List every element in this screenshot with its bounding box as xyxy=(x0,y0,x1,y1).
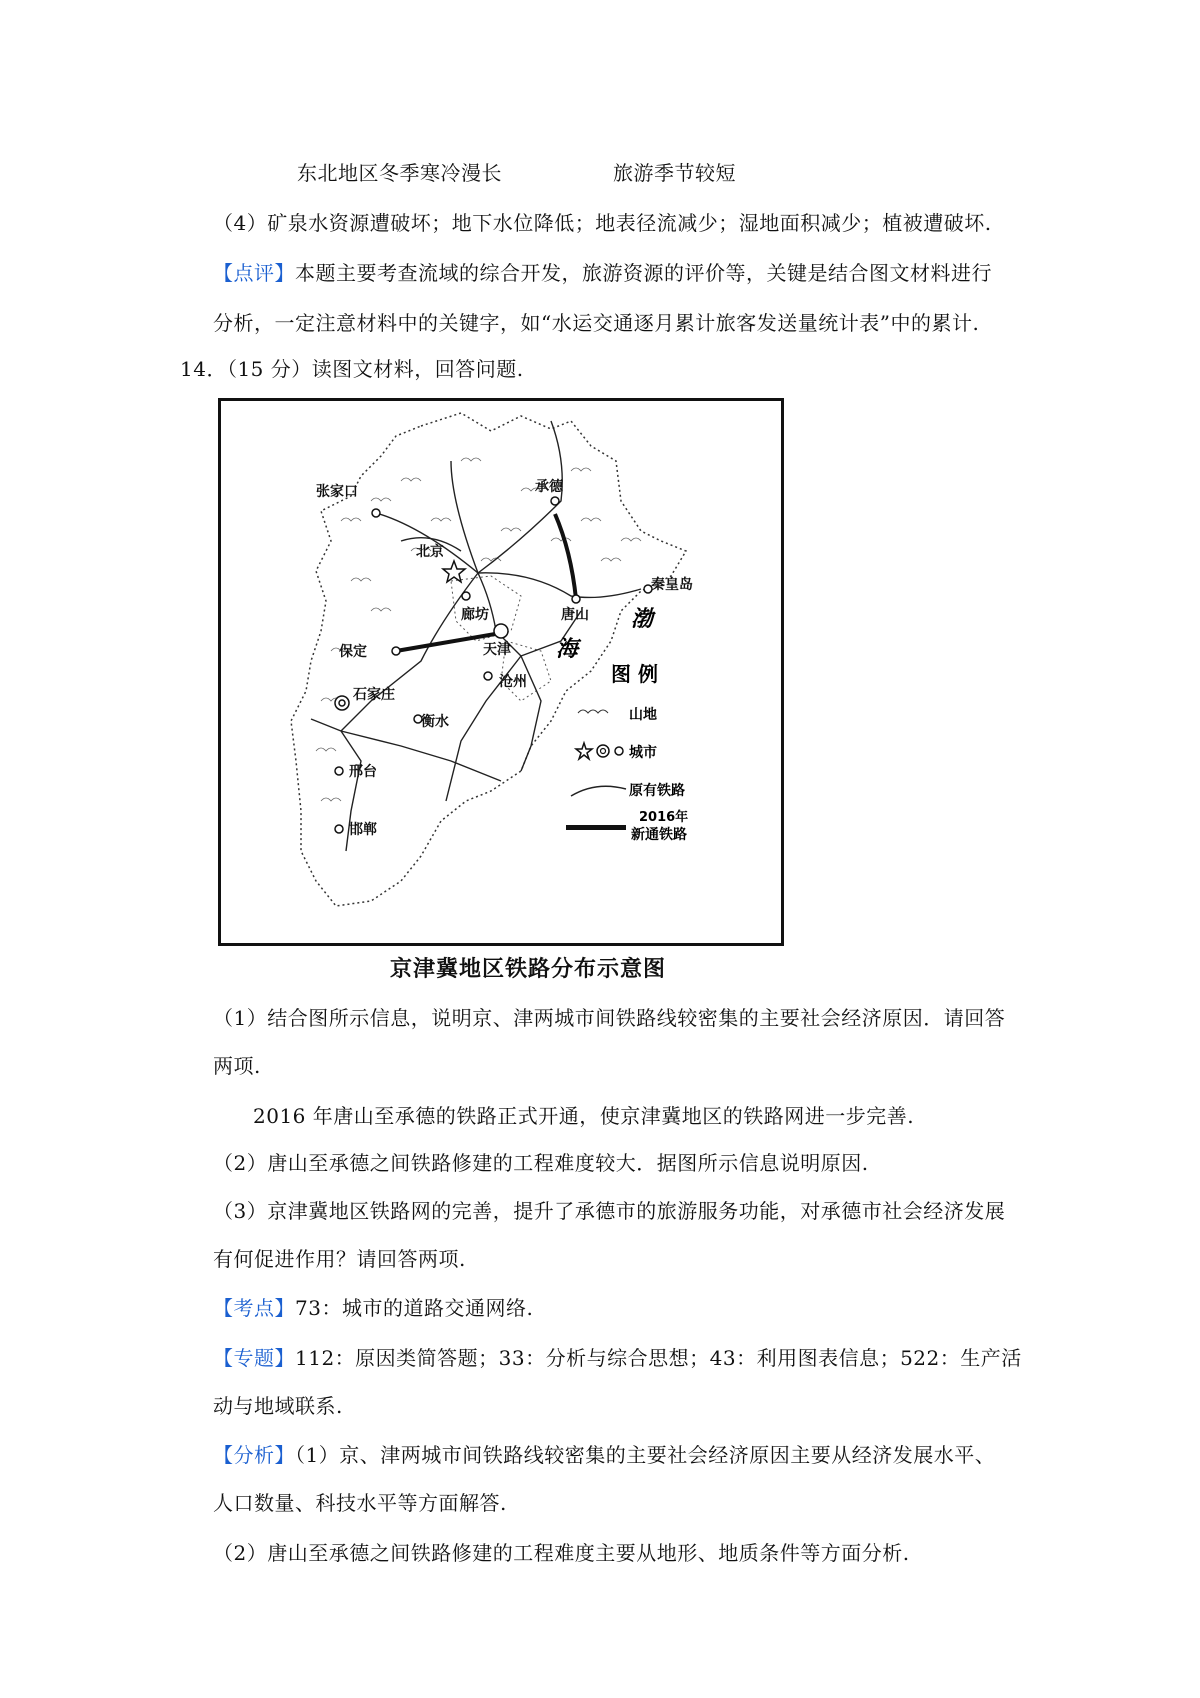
legend-old-rail-icon xyxy=(571,786,626,796)
fenxi-tag: 【分析】 xyxy=(213,1443,295,1467)
legend-label: 原有铁路 xyxy=(629,783,685,799)
comment-text: 本题主要考查流域的综合开发，旅游资源的评价等，关键是结合图文材料进行 xyxy=(295,261,992,285)
city-label: 廊坊 xyxy=(461,607,489,623)
sea-label: 海 xyxy=(556,637,579,662)
legend-dot-icon xyxy=(615,747,623,755)
text-line: 2016 年唐山至承德的铁路正式开通，使京津冀地区的铁路网进一步完善. xyxy=(253,1104,915,1128)
city-label: 衡水 xyxy=(421,714,449,730)
text-line: （4）矿泉水资源遭破坏；地下水位降低；地表径流减少；湿地面积减少；植被遭破坏. xyxy=(213,211,992,235)
capital-star xyxy=(443,561,465,582)
map-svg xyxy=(221,401,781,943)
city-label: 北京 xyxy=(416,544,444,560)
city-label: 唐山 xyxy=(561,607,589,623)
city-label: 沧州 xyxy=(499,674,527,690)
legend-label: 新通铁路 xyxy=(631,827,687,843)
text-line: （2）唐山至承德之间铁路修建的工程难度主要从地形、地质条件等方面分析. xyxy=(213,1541,910,1565)
kaodian-text: 73：城市的道路交通网络. xyxy=(295,1296,534,1320)
city-label: 保定 xyxy=(339,644,367,660)
city-label: 邢台 xyxy=(349,764,377,780)
legend-title: 图 例 xyxy=(611,662,658,686)
legend-mountain-icon xyxy=(578,710,608,713)
sea-label: 渤 xyxy=(631,607,654,632)
zhuanti-tag: 【专题】 xyxy=(213,1346,295,1370)
text-line xyxy=(213,1442,995,1468)
question-heading: 14．（15 分）读图文材料，回答问题. xyxy=(180,357,524,381)
city-label: 张家口 xyxy=(316,484,358,500)
kaodian-tag: 【考点】 xyxy=(213,1296,295,1320)
legend-new-rail-icon xyxy=(566,825,626,830)
text-line xyxy=(213,1345,1022,1371)
railway-map xyxy=(218,398,784,946)
text-line: 旅游季节较短 xyxy=(613,161,736,185)
text-line xyxy=(213,1295,533,1321)
fenxi-text: （1）京、津两城市间铁路线较密集的主要社会经济原因主要从经济发展水平、 xyxy=(295,1443,996,1467)
text-line: （2）唐山至承德之间铁路修建的工程难度较大．据图所示信息说明原因. xyxy=(213,1151,869,1175)
text-line: （3）京津冀地区铁路网的完善，提升了承德市的旅游服务功能，对承德市社会经济发展 xyxy=(213,1199,1006,1223)
text-line: 分析，一定注意材料中的关键字，如“水运交通逐月累计旅客发送量统计表”中的累计. xyxy=(213,311,980,335)
map-caption: 京津冀地区铁路分布示意图 xyxy=(390,957,667,982)
text-line: 动与地域联系. xyxy=(213,1394,343,1418)
city-label: 天津 xyxy=(483,642,511,658)
text-line: 东北地区冬季寒冷漫长 xyxy=(297,161,502,185)
legend-label: 山地 xyxy=(629,707,657,723)
text-line: 人口数量、科技水平等方面解答. xyxy=(213,1491,507,1515)
text-line: 有何促进作用？请回答两项. xyxy=(213,1247,466,1271)
legend-star-icon xyxy=(576,743,592,759)
legend-label: 城市 xyxy=(629,745,657,761)
city-label: 邯郸 xyxy=(349,822,377,838)
text-line: 两项. xyxy=(213,1054,261,1078)
city-label: 承德 xyxy=(535,479,563,495)
city-label: 秦皇岛 xyxy=(651,577,693,593)
text-line: （1）结合图所示信息，说明京、津两城市间铁路线较密集的主要社会经济原因．请回答 xyxy=(213,1006,1006,1030)
comment-tag: 【点评】 xyxy=(213,261,295,285)
zhuanti-text: 112：原因类简答题；33：分析与综合思想；43：利用图表信息；522：生产活 xyxy=(295,1346,1022,1370)
legend-label: 2016年 xyxy=(639,810,689,825)
city-label: 石家庄 xyxy=(353,687,395,703)
city-markers xyxy=(335,497,652,833)
text-line xyxy=(213,260,992,286)
